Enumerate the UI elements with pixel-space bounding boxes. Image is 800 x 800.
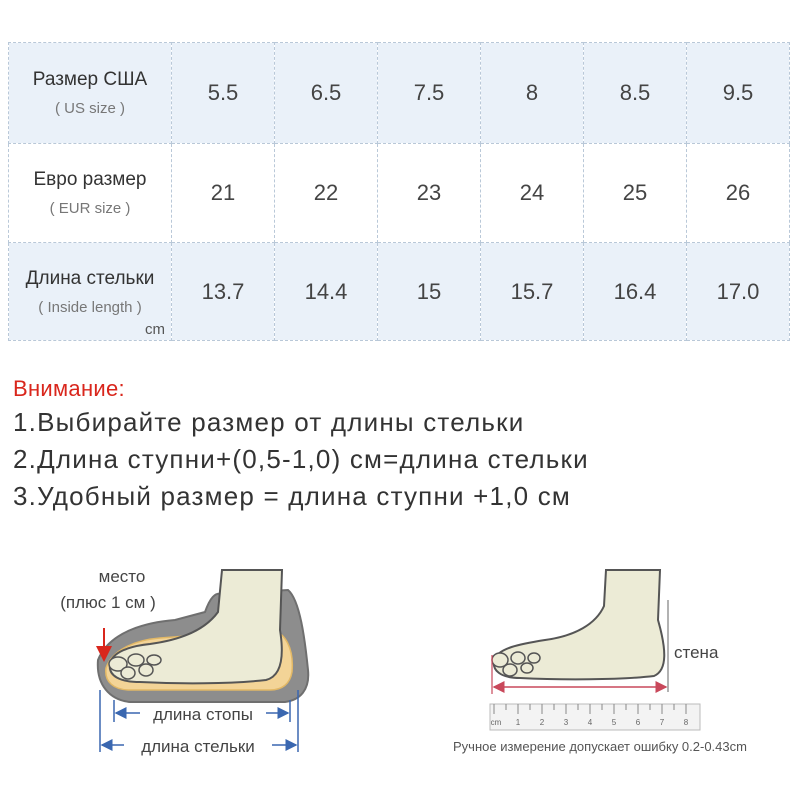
measurement-illustration xyxy=(0,540,800,800)
ruler-tick-label: 8 xyxy=(683,718,689,727)
insole-length-label: длина стельки xyxy=(141,737,255,756)
ruler-tick-label: 7 xyxy=(659,718,665,727)
bare-foot-illustration xyxy=(453,570,747,754)
foot-length-label: длина стопы xyxy=(153,705,253,724)
warning-heading: Внимание: xyxy=(13,376,125,401)
notes-block xyxy=(13,376,589,519)
row-label: Размер США xyxy=(32,69,148,90)
table-cell: 26 xyxy=(687,144,790,243)
size-table xyxy=(8,42,790,341)
table-row-eur-size xyxy=(9,144,790,243)
note-line-1: 1.Выбирайте размер от длины стельки xyxy=(13,407,525,437)
table-cell: 14.4 xyxy=(275,243,378,341)
ruler xyxy=(490,704,700,730)
note-line-3: 3.Удобный размер = длина ступни +1,0 см xyxy=(13,481,571,511)
unit-label: cm xyxy=(145,321,165,338)
table-cell: 17.0 xyxy=(687,243,790,341)
row-sublabel: ( US size ) xyxy=(54,100,125,117)
table-cell: 23 xyxy=(378,144,481,243)
ruler-tick-label: 6 xyxy=(635,718,641,727)
table-cell: 15 xyxy=(378,243,481,341)
table-row-us-size xyxy=(9,43,790,144)
row-sublabel: ( Inside length ) xyxy=(38,298,142,316)
table-cell: 15.7 xyxy=(481,243,584,341)
table-cell: 13.7 xyxy=(172,243,275,341)
row-header xyxy=(9,144,172,243)
ruler-tick-label: 2 xyxy=(539,718,545,727)
table-cell: 16.4 xyxy=(584,243,687,341)
wall-label: стена xyxy=(674,643,719,662)
table-cell: 24 xyxy=(481,144,584,243)
ruler-tick-label: 4 xyxy=(587,718,593,727)
ruler-tick-label: 5 xyxy=(611,718,617,727)
row-label: Длина стельки xyxy=(25,267,155,289)
table-cell: 25 xyxy=(584,144,687,243)
row-label: Евро размер xyxy=(33,169,147,190)
foot-in-shoe-illustration xyxy=(60,567,308,756)
row-header xyxy=(9,243,172,341)
measurement-caption: Ручное измерение допускает ошибку 0.2-0.43cm xyxy=(453,739,747,754)
row-header xyxy=(9,43,172,144)
table-cell: 8.5 xyxy=(584,43,687,144)
table-cell: 21 xyxy=(172,144,275,243)
table-cell: 8 xyxy=(481,43,584,144)
table-row-inside-length xyxy=(9,243,790,341)
row-sublabel: ( EUR size ) xyxy=(49,200,131,217)
table-cell: 5.5 xyxy=(172,43,275,144)
table-cell: 7.5 xyxy=(378,43,481,144)
ruler-tick-label: 3 xyxy=(563,718,569,727)
table-cell: 22 xyxy=(275,144,378,243)
ruler-tick-label: 1 xyxy=(515,718,521,727)
space-label-2: (плюс 1 см ) xyxy=(60,593,156,612)
ruler-tick-label: cm xyxy=(490,718,502,727)
table-cell: 9.5 xyxy=(687,43,790,144)
note-line-2: 2.Длина ступни+(0,5-1,0) см=длина стельки xyxy=(13,444,589,474)
table-cell: 6.5 xyxy=(275,43,378,144)
space-label-1: место xyxy=(98,567,146,586)
